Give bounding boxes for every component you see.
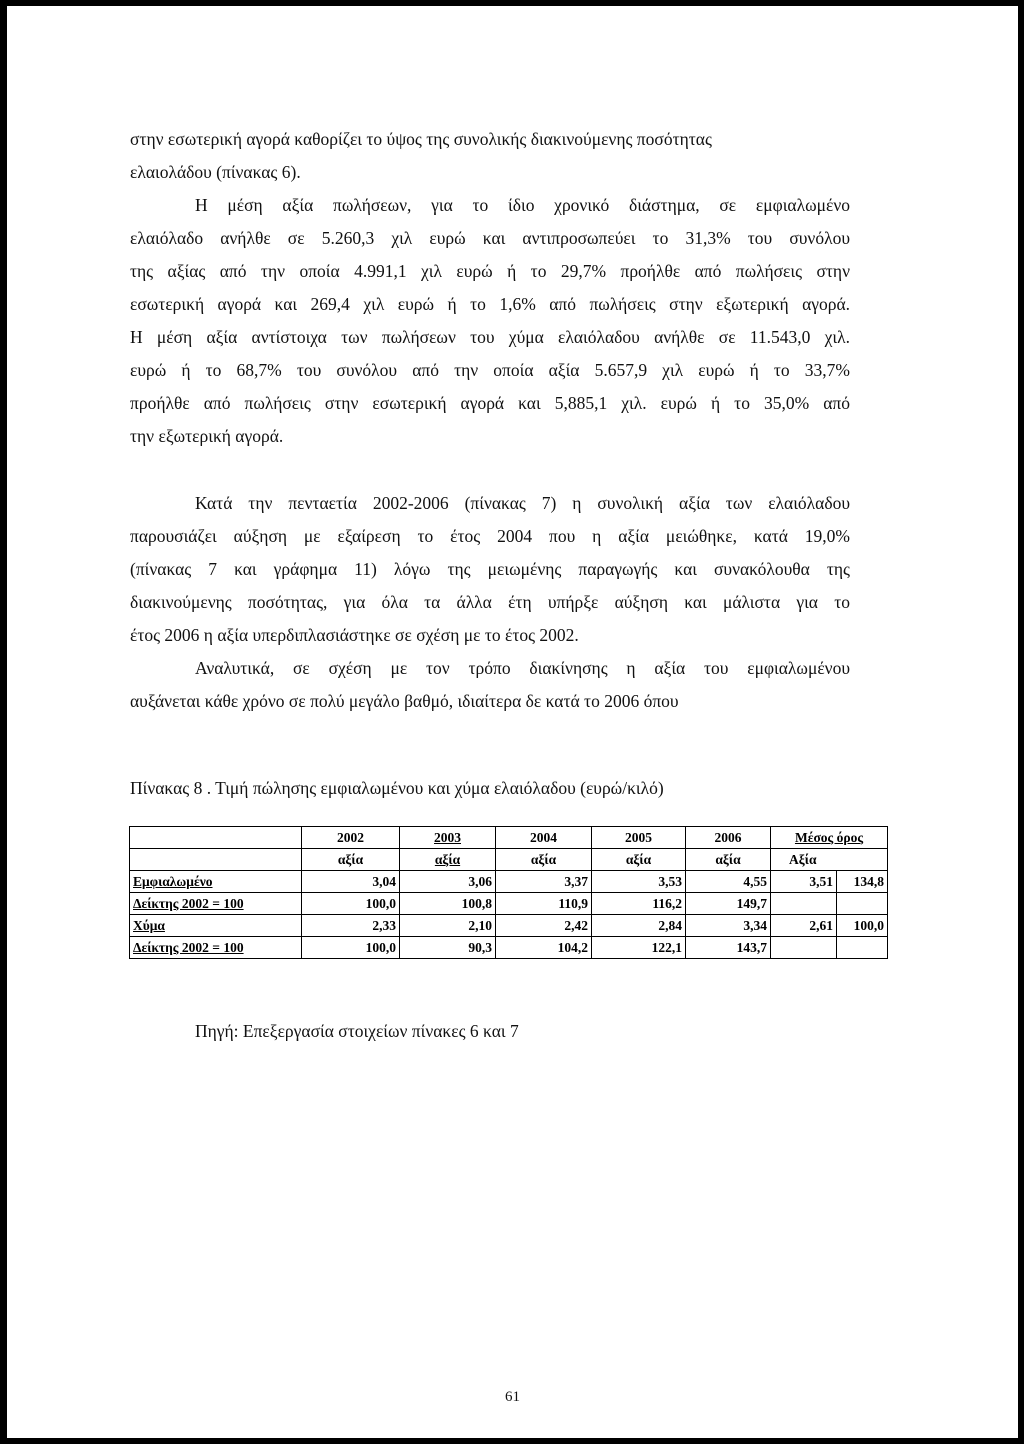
row-label: Δείκτης 2002 = 100 [130,937,302,959]
table-cell: 100,0 [302,937,400,959]
text-line: ευρώ ή το 68,7% του συνόλου από την οποία αξία 5.657,9 χιλ ευρώ ή το 33,7% [130,360,850,380]
price-table [129,826,888,959]
text-line: Η μέση αξία πωλήσεων, για το ίδιο χρονικό διάστημα, σε εμφιαλωμένο [195,195,850,215]
text-line: Η μέση αξία αντίστοιχα των πωλήσεων του χύμα ελαιόλαδου ανήλθε σε 11.543,0 χιλ. [130,327,850,347]
text-line: διακινούμενης ποσότητας, για όλα τα άλλα έτη υπήρξε αύξηση και μάλιστα για το [130,592,850,612]
row-label: Εμφιαλωμένο [130,871,302,893]
table-cell: 122,1 [592,937,686,959]
header-year: 2002 [302,827,400,849]
table-cell: 2,42 [496,915,592,937]
table-subheader-row [130,849,888,871]
table-cell: 2,61 [771,915,837,937]
table-cell: 4,55 [686,871,771,893]
header-year: 2005 [592,827,686,849]
paragraph-1 [130,123,850,453]
text-line: Αναλυτικά, σε σχέση με τον τρόπο διακίνησης η αξία του εμφιαλωμένου [195,658,850,678]
page-number: 61 [505,1389,520,1405]
text-line: στην εσωτερική αγορά καθορίζει το ύψος της συνολικής διακινούμενης ποσότητας [130,129,712,149]
table-cell [771,937,837,959]
table-cell: 2,84 [592,915,686,937]
table-cell: 3,51 [771,871,837,893]
table-row [130,893,888,915]
table-cell [771,893,837,915]
table-caption: Πίνακας 8 . Τιμή πώλησης εμφιαλωμένου και χύμα ελαιόλαδου (ευρώ/κιλό) [130,778,664,798]
header-sub: Αξία [771,849,888,871]
header-sub: αξία [686,849,771,871]
text-line: αυξάνεται κάθε χρόνο σε πολύ μεγάλο βαθμό, ιδιαίτερα δε κατά το 2006 όπου [130,691,679,711]
header-year: 2004 [496,827,592,849]
table-cell: 100,0 [302,893,400,915]
header-sub: αξία [302,849,400,871]
document-page [7,6,1018,1438]
text-line: έτος 2006 η αξία υπερδιπλασιάστηκε σε σχέση με το έτος 2002. [130,625,579,645]
header-year: 2006 [686,827,771,849]
table-cell: 134,8 [837,871,888,893]
table-cell: 3,34 [686,915,771,937]
row-label: Δείκτης 2002 = 100 [130,893,302,915]
header-sub: αξία [400,849,496,871]
header-sub: αξία [496,849,592,871]
text-line: της αξίας από την οποία 4.991,1 χιλ ευρώ ή το 29,7% προήλθε από πωλήσεις στην [130,261,850,281]
row-label: Χύμα [130,915,302,937]
header-average: Μέσος όρος [771,827,888,849]
table-cell: 90,3 [400,937,496,959]
paragraph-2 [130,487,850,718]
text-line: (πίνακας 7 και γράφημα 11) λόγω της μειωμένης παραγωγής και συνακόλουθα της [130,559,850,579]
text-line: ελαιόλαδο ανήλθε σε 5.260,3 χιλ ευρώ και αντιπροσωπεύει το 31,3% του συνόλου [130,228,850,248]
table-row [130,937,888,959]
table-cell: 104,2 [496,937,592,959]
table-cell: 3,04 [302,871,400,893]
table-row [130,871,888,893]
table-cell: 100,8 [400,893,496,915]
table-cell: 2,10 [400,915,496,937]
table-cell-empty [130,849,302,871]
table-cell: 2,33 [302,915,400,937]
text-line: Κατά την πενταετία 2002-2006 (πίνακας 7) η συνολική αξία των ελαιόλαδου [195,493,850,513]
table-cell-empty [130,827,302,849]
table-cell: 3,37 [496,871,592,893]
text-line: ελαιολάδου (πίνακας 6). [130,162,301,182]
source-note: Πηγή: Επεξεργασία στοιχείων πίνακες 6 και 7 [195,1021,519,1041]
table-cell: 116,2 [592,893,686,915]
text-line: παρουσιάζει αύξηση με εξαίρεση το έτος 2004 που η αξία μειώθηκε, κατά 19,0% [130,526,850,546]
table-cell: 110,9 [496,893,592,915]
header-sub: αξία [592,849,686,871]
table-cell: 149,7 [686,893,771,915]
text-line: εσωτερική αγορά και 269,4 χιλ ευρώ ή το 1,6% από πωλήσεις στην εξωτερική αγορά. [130,294,850,314]
table-cell [837,937,888,959]
text-line: την εξωτερική αγορά. [130,426,284,446]
table-cell [837,893,888,915]
header-year: 2003 [400,827,496,849]
table-cell: 3,53 [592,871,686,893]
table-cell: 100,0 [837,915,888,937]
table-cell: 3,06 [400,871,496,893]
text-line: προήλθε από πωλήσεις στην εσωτερική αγορά και 5,885,1 χιλ. ευρώ ή το 35,0% από [130,393,850,413]
table-cell: 143,7 [686,937,771,959]
table-row [130,915,888,937]
table-header-row [130,827,888,849]
